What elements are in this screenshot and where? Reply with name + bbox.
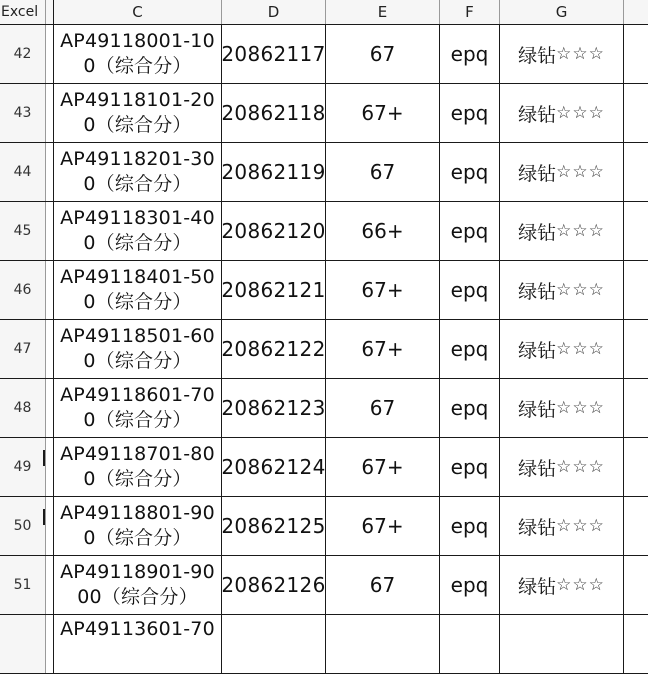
cell-f-value: epq	[450, 455, 489, 479]
cell-f[interactable]	[440, 320, 500, 378]
table-row	[0, 25, 648, 84]
cell-f[interactable]	[440, 202, 500, 260]
cell-c[interactable]	[54, 202, 222, 260]
cell-d-value: 20862123	[221, 396, 326, 420]
cell-d-value: 20862119	[221, 160, 326, 184]
row-number-label: 49	[13, 459, 32, 475]
cell-g-value: 绿钻	[518, 221, 557, 244]
star-rating-icon: ☆☆☆	[556, 44, 605, 64]
cell-c-line1: AP49118301-40	[60, 207, 215, 229]
row-number-label: 43	[13, 105, 32, 121]
cell-h[interactable]	[624, 143, 648, 201]
cell-e-value: 67+	[361, 337, 404, 361]
cell-d[interactable]	[222, 25, 326, 83]
cell-c-line2: 0（综合分）	[83, 291, 192, 313]
row-number[interactable]	[0, 438, 46, 496]
cell-d-value: 20862126	[221, 573, 326, 597]
star-rating-icon: ☆☆☆	[556, 221, 605, 241]
column-header-e[interactable]: E	[326, 0, 440, 24]
cell-f-value: epq	[450, 42, 489, 66]
column-header-d[interactable]: D	[222, 0, 326, 24]
cell-h[interactable]	[624, 615, 648, 673]
row-number[interactable]	[0, 615, 46, 673]
cell-c[interactable]	[54, 438, 222, 496]
cell-h[interactable]	[624, 202, 648, 260]
cell-g-value: 绿钻	[518, 457, 557, 480]
cell-c[interactable]	[54, 143, 222, 201]
cell-c[interactable]	[54, 556, 222, 614]
cell-c[interactable]	[54, 320, 222, 378]
cell-d[interactable]	[222, 84, 326, 142]
cell-h[interactable]	[624, 25, 648, 83]
table-row	[0, 320, 648, 379]
cell-c-line2: 0（综合分）	[83, 173, 192, 195]
star-rating-icon: ☆☆☆	[556, 162, 605, 182]
cell-g[interactable]	[500, 615, 624, 673]
cell-g[interactable]	[500, 497, 624, 555]
row-number[interactable]	[0, 84, 46, 142]
star-rating-icon: ☆☆☆	[556, 339, 605, 359]
cell-g[interactable]	[500, 261, 624, 319]
cell-c-line1: AP49118801-90	[60, 502, 215, 524]
cell-c-line1: AP49118901-90	[60, 561, 215, 583]
row-number-label: 42	[13, 46, 32, 62]
cell-f[interactable]	[440, 556, 500, 614]
cell-e[interactable]	[326, 320, 440, 378]
cell-g-value: 绿钻	[518, 575, 557, 598]
cell-d-value: 20862121	[221, 278, 326, 302]
row-number[interactable]	[0, 143, 46, 201]
cell-e[interactable]	[326, 438, 440, 496]
cell-d[interactable]	[222, 320, 326, 378]
column-header-bar	[0, 0, 648, 25]
cell-f-value: epq	[450, 514, 489, 538]
column-header-h[interactable]	[624, 0, 648, 24]
header-gutter	[46, 0, 54, 24]
row-gutter	[46, 25, 54, 83]
cell-f-value: epq	[450, 396, 489, 420]
cell-g-value: 绿钻	[518, 280, 557, 303]
row-number-label: 48	[13, 400, 32, 416]
row-number[interactable]	[0, 25, 46, 83]
cell-g-value: 绿钻	[518, 44, 557, 67]
cell-d[interactable]	[222, 261, 326, 319]
cell-f-value: epq	[450, 573, 489, 597]
cell-e-value: 67+	[361, 278, 404, 302]
cell-g-value: 绿钻	[518, 339, 557, 362]
cell-c-line1: AP49118101-20	[60, 89, 215, 111]
row-gutter	[46, 143, 54, 201]
cell-e[interactable]	[326, 379, 440, 437]
cell-d[interactable]	[222, 497, 326, 555]
cell-d[interactable]	[222, 438, 326, 496]
cell-c-line1: AP49118001-10	[60, 30, 215, 52]
row-number[interactable]	[0, 320, 46, 378]
cell-c-line2: 0（综合分）	[83, 527, 192, 549]
cell-h[interactable]	[624, 84, 648, 142]
cell-h[interactable]	[624, 497, 648, 555]
row-gutter	[46, 497, 54, 555]
cell-c-line1: AP49118701-80	[60, 443, 215, 465]
cell-e[interactable]	[326, 556, 440, 614]
cell-d-value: 20862125	[221, 514, 326, 538]
cell-d-value: 20862118	[221, 101, 326, 125]
star-rating-icon: ☆☆☆	[556, 516, 605, 536]
cell-c-line2: 0（综合分）	[83, 232, 192, 254]
table-row	[0, 261, 648, 320]
table-row	[0, 143, 648, 202]
cell-g[interactable]	[500, 556, 624, 614]
cell-f[interactable]	[440, 497, 500, 555]
cell-g[interactable]	[500, 84, 624, 142]
cell-d[interactable]	[222, 143, 326, 201]
star-rating-icon: ☆☆☆	[556, 575, 605, 595]
cell-c-line2: 0（综合分）	[83, 114, 192, 136]
row-number-label: 45	[13, 223, 32, 239]
cell-f-value: epq	[450, 101, 489, 125]
cell-h[interactable]	[624, 556, 648, 614]
cell-e-value: 67	[369, 160, 396, 184]
cell-g-value: 绿钻	[518, 516, 557, 539]
column-header-f[interactable]: F	[440, 0, 500, 24]
cell-f-value: epq	[450, 337, 489, 361]
cell-c[interactable]	[54, 261, 222, 319]
cell-h[interactable]	[624, 438, 648, 496]
row-number-label: 47	[13, 341, 32, 357]
cell-c[interactable]	[54, 25, 222, 83]
cell-e-value: 67+	[361, 514, 404, 538]
cell-e-value: 67	[369, 42, 396, 66]
cell-d-value: 20862122	[221, 337, 326, 361]
cell-c[interactable]	[54, 84, 222, 142]
gutter-marker	[43, 450, 45, 466]
cell-d[interactable]	[222, 379, 326, 437]
star-rating-icon: ☆☆☆	[556, 103, 605, 123]
row-number-label: 44	[13, 164, 32, 180]
table-row	[0, 202, 648, 261]
cell-c-line1: AP49118601-70	[60, 384, 215, 406]
row-number[interactable]	[0, 556, 46, 614]
cell-g[interactable]	[500, 202, 624, 260]
cell-f[interactable]	[440, 261, 500, 319]
cell-h[interactable]	[624, 261, 648, 319]
row-gutter	[46, 320, 54, 378]
cell-g[interactable]	[500, 320, 624, 378]
cell-e[interactable]	[326, 497, 440, 555]
row-gutter	[46, 202, 54, 260]
row-gutter	[46, 438, 54, 496]
cell-c-line2: 0（综合分）	[83, 350, 192, 372]
row-gutter	[46, 615, 54, 673]
row-gutter	[46, 84, 54, 142]
row-number-label: 51	[13, 577, 32, 593]
cell-c-line1: AP49118401-50	[60, 266, 215, 288]
cell-g[interactable]	[500, 438, 624, 496]
cell-d-value: 20862124	[221, 455, 326, 479]
cell-e-value: 66+	[361, 219, 404, 243]
cell-c[interactable]	[54, 615, 222, 673]
cell-e[interactable]	[326, 202, 440, 260]
cell-f[interactable]	[440, 438, 500, 496]
cell-c-line2: 0（综合分）	[83, 409, 192, 431]
cell-h[interactable]	[624, 320, 648, 378]
table-row	[0, 497, 648, 556]
cell-g[interactable]	[500, 25, 624, 83]
corner-label: Excel	[0, 0, 46, 24]
cell-c-line2: 0（综合分）	[83, 55, 192, 77]
row-number[interactable]	[0, 202, 46, 260]
cell-e[interactable]	[326, 261, 440, 319]
cell-g[interactable]	[500, 379, 624, 437]
cell-f[interactable]	[440, 143, 500, 201]
cell-e-value: 67+	[361, 455, 404, 479]
row-number[interactable]	[0, 379, 46, 437]
row-number-label: 50	[13, 518, 32, 534]
cell-c-line1: AP49118201-30	[60, 148, 215, 170]
cell-e[interactable]	[326, 84, 440, 142]
cell-g-value: 绿钻	[518, 398, 557, 421]
cell-f[interactable]	[440, 615, 500, 673]
row-gutter	[46, 261, 54, 319]
cell-c[interactable]	[54, 497, 222, 555]
cell-d[interactable]	[222, 615, 326, 673]
cell-g-value: 绿钻	[518, 103, 557, 126]
cell-d-value: 20862120	[221, 219, 326, 243]
column-header-c[interactable]: C	[54, 0, 222, 24]
cell-c[interactable]	[54, 379, 222, 437]
table-row	[0, 615, 648, 674]
cell-c-line2: 0（综合分）	[83, 468, 192, 490]
cell-g-value: 绿钻	[518, 162, 557, 185]
cell-e-value: 67	[369, 573, 396, 597]
cell-d-value: 20862117	[221, 42, 326, 66]
cell-f[interactable]	[440, 379, 500, 437]
cell-c-line1: AP49118501-60	[60, 325, 215, 347]
row-number-label: 46	[13, 282, 32, 298]
cell-f-value: epq	[450, 219, 489, 243]
table-row	[0, 438, 648, 497]
star-rating-icon: ☆☆☆	[556, 398, 605, 418]
cell-d[interactable]	[222, 556, 326, 614]
cell-e-value: 67	[369, 396, 396, 420]
row-gutter	[46, 379, 54, 437]
cell-e[interactable]	[326, 615, 440, 673]
row-number[interactable]	[0, 497, 46, 555]
column-header-g[interactable]: G	[500, 0, 624, 24]
cell-f-value: epq	[450, 278, 489, 302]
row-gutter	[46, 556, 54, 614]
star-rating-icon: ☆☆☆	[556, 280, 605, 300]
cell-f-value: epq	[450, 160, 489, 184]
cell-f[interactable]	[440, 25, 500, 83]
gutter-marker	[43, 509, 45, 525]
table-row	[0, 556, 648, 615]
cell-e[interactable]	[326, 143, 440, 201]
cell-c-line2: 00（综合分）	[77, 586, 198, 608]
cell-g[interactable]	[500, 143, 624, 201]
cell-e-value: 67+	[361, 101, 404, 125]
cell-e[interactable]	[326, 25, 440, 83]
table-row	[0, 379, 648, 438]
star-rating-icon: ☆☆☆	[556, 457, 605, 477]
cell-f[interactable]	[440, 84, 500, 142]
cell-d[interactable]	[222, 202, 326, 260]
table-row	[0, 84, 648, 143]
row-number[interactable]	[0, 261, 46, 319]
cell-c-line1: AP49113601-70	[60, 618, 215, 640]
cell-h[interactable]	[624, 379, 648, 437]
